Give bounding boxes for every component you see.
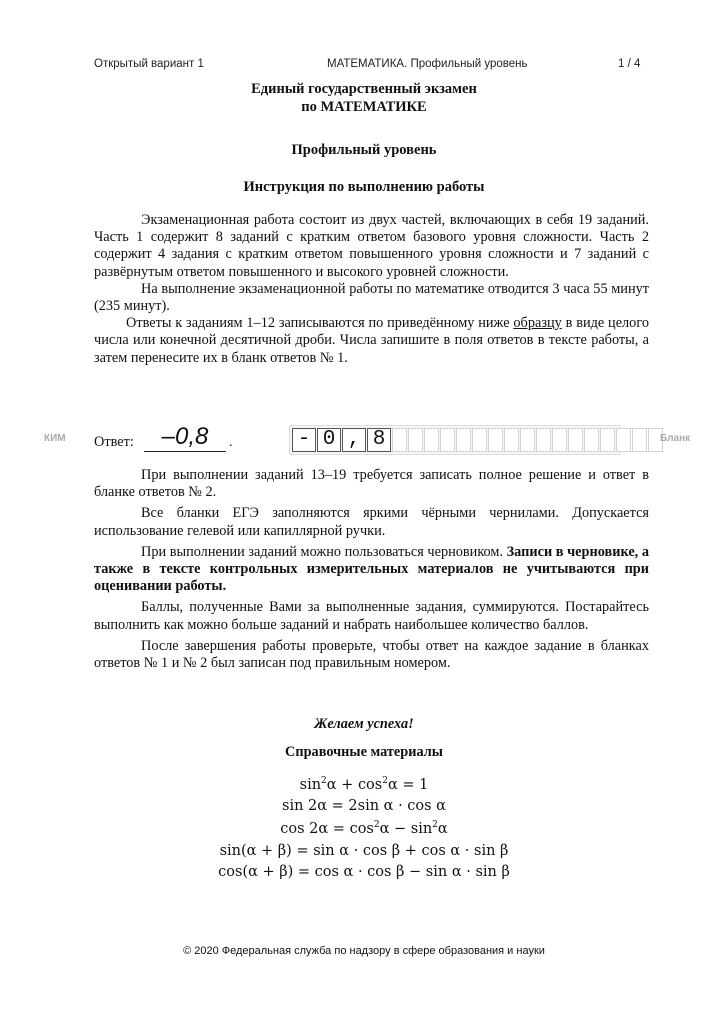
- answer-cell-empty: [536, 428, 551, 452]
- formula-1: $\sin^2\alpha + \cos^2\alpha = 1$: [299, 776, 429, 793]
- answer-cell: -: [292, 428, 316, 452]
- answer-cells: [289, 425, 620, 455]
- intro-p3-start: Ответы к заданиям 1–12 записываются по приведённому ниже: [126, 315, 514, 332]
- answer-cell-empty: [520, 428, 535, 452]
- answer-cell-empty: [632, 428, 647, 452]
- rules-block: [94, 467, 649, 672]
- answer-label: Ответ:: [94, 434, 134, 450]
- answer-cell-empty: [600, 428, 615, 452]
- reference-title: Справочные материалы: [285, 744, 443, 760]
- intro-paragraph-3: [94, 315, 649, 367]
- intro-block: [94, 212, 649, 367]
- answer-cell-empty: [584, 428, 599, 452]
- good-luck-text: Желаем успеха!: [314, 716, 414, 732]
- answer-cell: 8: [367, 428, 391, 452]
- exam-title-line2: по МАТЕМАТИКЕ: [301, 99, 427, 115]
- answer-cell-empty: [408, 428, 423, 452]
- handwritten-answer: –0,8: [144, 423, 226, 452]
- kim-label: КИМ: [44, 433, 66, 444]
- answer-cell-empty: [472, 428, 487, 452]
- answer-cell-empty: [568, 428, 583, 452]
- formula-4: sin(α + β) = sin α · cos β + cos α · sin β: [219, 843, 509, 859]
- draft-warning: Записи в черновике, а также в тексте контрольных измерительных материалов не учитываются при оценивании работы.: [94, 543, 650, 595]
- answer-cell-empty: [424, 428, 439, 452]
- answer-cell-empty: [440, 428, 455, 452]
- formula-5: cos(α + β) = cos α · cos β − sin α · sin β: [218, 864, 510, 880]
- intro-paragraph-2: На выполнение экзаменационной работы по математике отводится 3 часа 55 минут (235 минут).: [94, 280, 649, 315]
- blank-label: Бланк: [660, 433, 691, 444]
- header-page-number: 1 / 4: [618, 58, 641, 70]
- header-variant: Открытый вариант 1: [94, 58, 204, 70]
- answer-cell-empty: [456, 428, 471, 452]
- exam-title-line1: Единый государственный экзамен: [251, 81, 477, 97]
- rules-paragraph-5: Все бланки ЕГЭ заполняются яркими чёрными чернилами. Допускается использование гелевой или капиллярной ручки.: [94, 505, 649, 539]
- sample-link: образцу: [513, 315, 562, 332]
- intro-paragraph-1: Экзаменационная работа состоит из двух частей, включающих в себя 19 заданий. Часть 1 содержит 8 заданий с кратким ответом базового уровня сложности. Часть 2 содержит 4 задания с кратким ответом повышенного уровня сложности и 7 заданий с развёрнутым ответом повышенного и высокого уровней сложности.: [94, 212, 649, 280]
- instruction-title: Инструкция по выполнению работы: [243, 179, 485, 195]
- draft-note: При выполнении заданий можно пользоваться черновиком.: [141, 543, 507, 560]
- answer-cell: 0: [317, 428, 341, 452]
- formula-2: sin 2α = 2sin α · cos α: [282, 798, 446, 814]
- rules-paragraph-6: [94, 544, 649, 596]
- formula-3: $\cos 2\alpha = \cos^2\alpha - \sin^2\alpha$: [280, 820, 448, 837]
- header-subject: МАТЕМАТИКА. Профильный уровень: [327, 58, 528, 70]
- rules-paragraph-7: Баллы, полученные Вами за выполненные задания, суммируются. Постарайтесь выполнить как можно больше заданий и набрать наибольшее количество баллов.: [94, 599, 649, 633]
- answer-cell: ,: [342, 428, 366, 452]
- level-title: Профильный уровень: [291, 142, 437, 158]
- answer-cell-empty: [488, 428, 503, 452]
- answer-cell-empty: [392, 428, 407, 452]
- answer-cell-empty: [616, 428, 631, 452]
- copyright-footer: © 2020 Федеральная служба по надзору в сфере образования и науки: [183, 945, 545, 957]
- rules-paragraph-8: После завершения работы проверьте, чтобы ответ на каждое задание в бланках ответов № 1 и № 2 был записан под правильным номером.: [94, 637, 649, 672]
- answer-cell-empty: [504, 428, 519, 452]
- answer-dot: .: [229, 435, 233, 450]
- answer-sample-row: [0, 425, 728, 457]
- answer-cell-empty: [552, 428, 567, 452]
- rules-paragraph-4: При выполнении заданий 13–19 требуется записать полное решение и ответ в бланке ответов № 2.: [94, 467, 649, 501]
- intro-p3-end: в виде целого числа или конечной десятичной дроби. Числа запишите в поля ответов в тексте работы, а затем перенесите их в бланк ответов № 1.: [94, 315, 649, 366]
